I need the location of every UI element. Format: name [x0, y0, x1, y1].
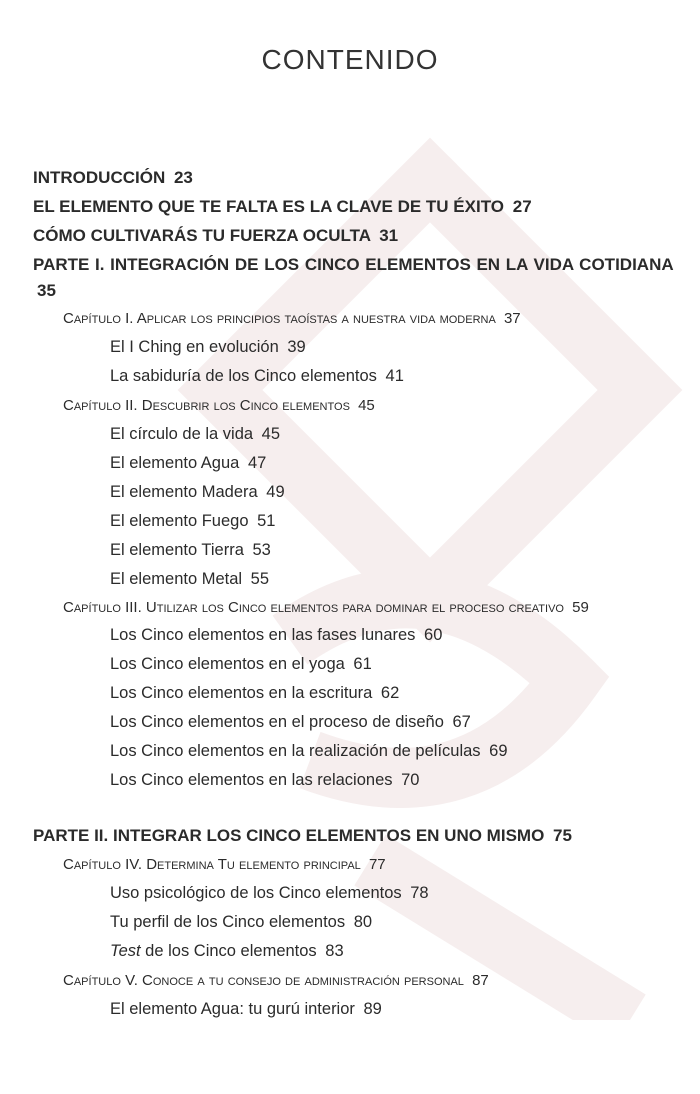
- entry-text: El elemento Fuego: [110, 512, 249, 530]
- entry-page-number: 70: [401, 771, 420, 789]
- entry-page-number: 53: [252, 541, 271, 559]
- entry-page-number: 89: [363, 1000, 382, 1018]
- entry-page-number: 62: [380, 684, 400, 702]
- entry-text: INTRODUCCIÓN: [33, 168, 166, 187]
- toc-section-entry: [33, 708, 673, 737]
- entry-text: Capítulo IV. Determina Tu elemento principal: [63, 856, 361, 873]
- toc-chapter-entry: [33, 391, 673, 420]
- entry-text: El I Ching en evolución: [110, 338, 279, 356]
- toc-section-entry: [33, 420, 673, 449]
- entry-text-italic: Test: [110, 942, 141, 960]
- entry-text: PARTE II. INTEGRAR LOS CINCO ELEMENTOS EN UNO MISMO: [33, 826, 545, 845]
- entry-page-number: 51: [257, 512, 276, 530]
- toc-section-entry: [33, 766, 673, 795]
- entry-text: El elemento Madera: [110, 483, 258, 501]
- entry-page-number: 23: [173, 168, 193, 187]
- entry-text: La sabiduría de los Cinco elementos: [110, 367, 377, 385]
- entry-page-number: 41: [385, 367, 404, 385]
- toc-section-entry: [33, 565, 673, 594]
- entry-text: Capítulo I. Aplicar los principios taoístas a nuestra vida moderna: [63, 310, 496, 327]
- entry-page-number: 55: [250, 570, 270, 588]
- entry-text: Tu perfil de los Cinco elementos: [110, 913, 346, 931]
- entry-page-number: 35: [37, 281, 56, 300]
- toc-section-entry: [33, 621, 673, 650]
- entry-page-number: 60: [424, 626, 443, 644]
- toc-section-entry: [33, 879, 673, 908]
- entry-text: Los Cinco elementos en la escritura: [110, 684, 373, 702]
- toc-section-entry: [33, 362, 673, 391]
- entry-page-number: 78: [410, 884, 429, 902]
- toc-section-entry: [33, 937, 673, 966]
- entry-text: EL ELEMENTO QUE TE FALTA ES LA CLAVE DE TU ÉXITO: [33, 197, 505, 216]
- entry-text: El elemento Agua: [110, 454, 240, 472]
- toc-chapter-entry: [33, 594, 673, 621]
- page-title: CONTENIDO: [261, 44, 439, 75]
- toc-section-entry: [33, 908, 673, 937]
- entry-page-number: 83: [325, 942, 344, 960]
- entry-page-number: 47: [247, 454, 267, 472]
- toc-section-entry: [33, 333, 673, 362]
- entry-page-number: 37: [503, 310, 521, 327]
- entry-page-number: 45: [358, 397, 375, 414]
- entry-text: de los Cinco elementos: [145, 942, 317, 960]
- entry-page-number: 27: [512, 197, 532, 216]
- toc-section-entry: [33, 650, 673, 679]
- toc-chapter-entry: [33, 850, 673, 879]
- entry-text: PARTE I. INTEGRACIÓN DE LOS CINCO ELEMENTOS EN LA VIDA COTIDIANA: [33, 255, 673, 274]
- toc-chapter-entry: [33, 966, 673, 995]
- toc-part-entry: [33, 250, 673, 304]
- entry-text: Los Cinco elementos en las fases lunares: [110, 626, 416, 644]
- entry-page-number: 80: [353, 913, 373, 931]
- entry-page-number: 31: [379, 226, 399, 245]
- table-of-contents: [33, 163, 673, 1024]
- toc-part-entry: [33, 192, 673, 221]
- toc-part-entry: [33, 821, 673, 850]
- section-spacer: [33, 795, 673, 821]
- entry-page-number: 77: [368, 856, 386, 873]
- entry-text: CÓMO CULTIVARÁS TU FUERZA OCULTA: [33, 226, 371, 245]
- entry-page-number: 61: [353, 655, 372, 673]
- entry-page-number: 59: [572, 599, 589, 616]
- toc-section-entry: [33, 449, 673, 478]
- entry-page-number: 49: [266, 483, 285, 501]
- entry-text: Capítulo II. Descubrir los Cinco elementos: [63, 397, 350, 414]
- toc-section-entry: [33, 995, 673, 1024]
- toc-chapter-entry: [33, 304, 673, 333]
- entry-page-number: 87: [472, 972, 489, 989]
- entry-text: El elemento Agua: tu gurú interior: [110, 1000, 355, 1018]
- entry-page-number: 45: [261, 425, 281, 443]
- entry-text: Capítulo V. Conoce a tu consejo de administración personal: [63, 972, 464, 989]
- toc-section-entry: [33, 737, 673, 766]
- entry-text: El elemento Metal: [110, 570, 243, 588]
- entry-text: Uso psicológico de los Cinco elementos: [110, 884, 402, 902]
- toc-section-entry: [33, 478, 673, 507]
- entry-text: Los Cinco elementos en el proceso de diseño: [110, 713, 444, 731]
- entry-text: El círculo de la vida: [110, 425, 254, 443]
- toc-section-entry: [33, 507, 673, 536]
- entry-page-number: 39: [287, 338, 306, 356]
- entry-page-number: 67: [452, 713, 471, 731]
- entry-text: Los Cinco elementos en la realización de películas: [110, 742, 481, 760]
- toc-part-entry: [33, 163, 673, 192]
- entry-text: Los Cinco elementos en el yoga: [110, 655, 345, 673]
- entry-page-number: 69: [489, 742, 508, 760]
- entry-text: Capítulo III. Utilizar los Cinco elementos para dominar el proceso creativo: [63, 599, 564, 616]
- toc-section-entry: [33, 679, 673, 708]
- toc-section-entry: [33, 536, 673, 565]
- entry-text: Los Cinco elementos en las relaciones: [110, 771, 393, 789]
- entry-text: El elemento Tierra: [110, 541, 244, 559]
- toc-part-entry: [33, 221, 673, 250]
- entry-page-number: 75: [553, 826, 572, 845]
